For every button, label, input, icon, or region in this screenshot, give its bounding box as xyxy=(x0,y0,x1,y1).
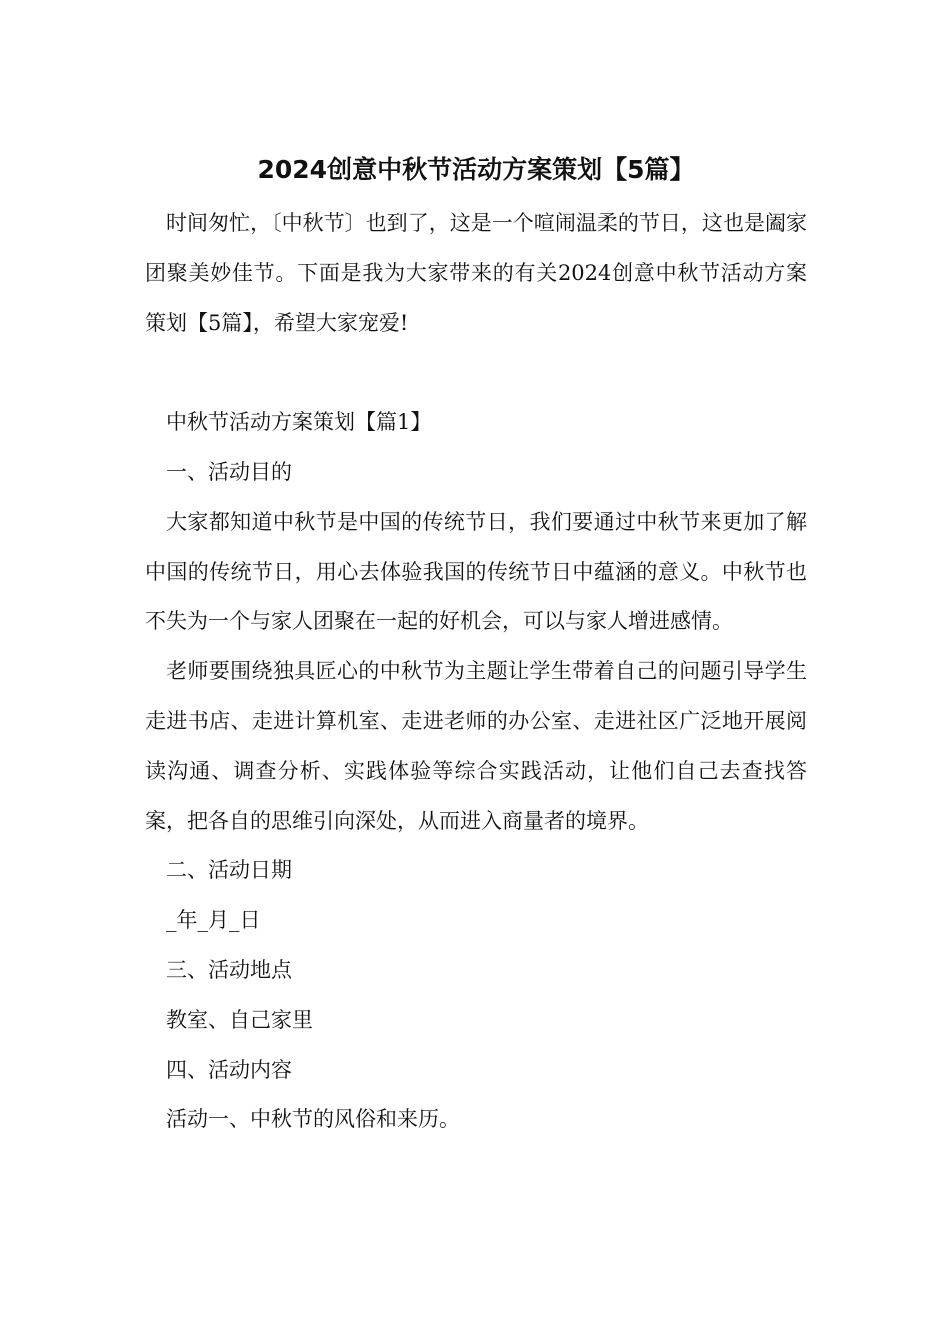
paragraph-purpose-1: 大家都知道中秋节是中国的传统节日，我们要通过中秋节来更加了解中国的传统节日，用心去体验我国的传统节日中蕴涵的意义。中秋节也不失为一个与家人团聚在一起的好机会，可以与家人增进感情。 xyxy=(145,509,807,634)
document-page xyxy=(145,0,807,1344)
heading-date: 二、活动日期 xyxy=(166,858,292,883)
document-body xyxy=(145,199,807,1145)
document-title: 2024创意中秋节活动方案策划【5篇】 xyxy=(257,155,695,184)
date-value: _年_月_日 xyxy=(166,908,261,933)
place-value: 教室、自己家里 xyxy=(166,1007,313,1032)
heading-content: 四、活动内容 xyxy=(166,1057,292,1082)
intro-paragraph: 时间匆忙，〔中秋节〕也到了，这是一个喧闹温柔的节日，这也是阖家团聚美妙佳节。下面是我为大家带来的有关2024创意中秋节活动方案策划【5篇】，希望大家宠爱! xyxy=(145,211,807,335)
blank-line xyxy=(145,348,807,398)
heading-purpose: 一、活动目的 xyxy=(166,459,292,484)
activity-one: 活动一、中秋节的风俗和来历。 xyxy=(166,1107,460,1132)
paragraph-purpose-2: 老师要围绕独具匠心的中秋节为主题让学生带着自己的问题引导学生走进书店、走进计算机室、走进老师的办公室、走进社区广泛地开展阅读沟通、调查分析、实践体验等综合实践活动，让他们自己去查找答案，把各自的思维引向深处，从而进入商量者的境界。 xyxy=(145,659,807,833)
section-title: 中秋节活动方案策划【篇1】 xyxy=(166,410,432,435)
heading-place: 三、活动地点 xyxy=(166,957,292,982)
